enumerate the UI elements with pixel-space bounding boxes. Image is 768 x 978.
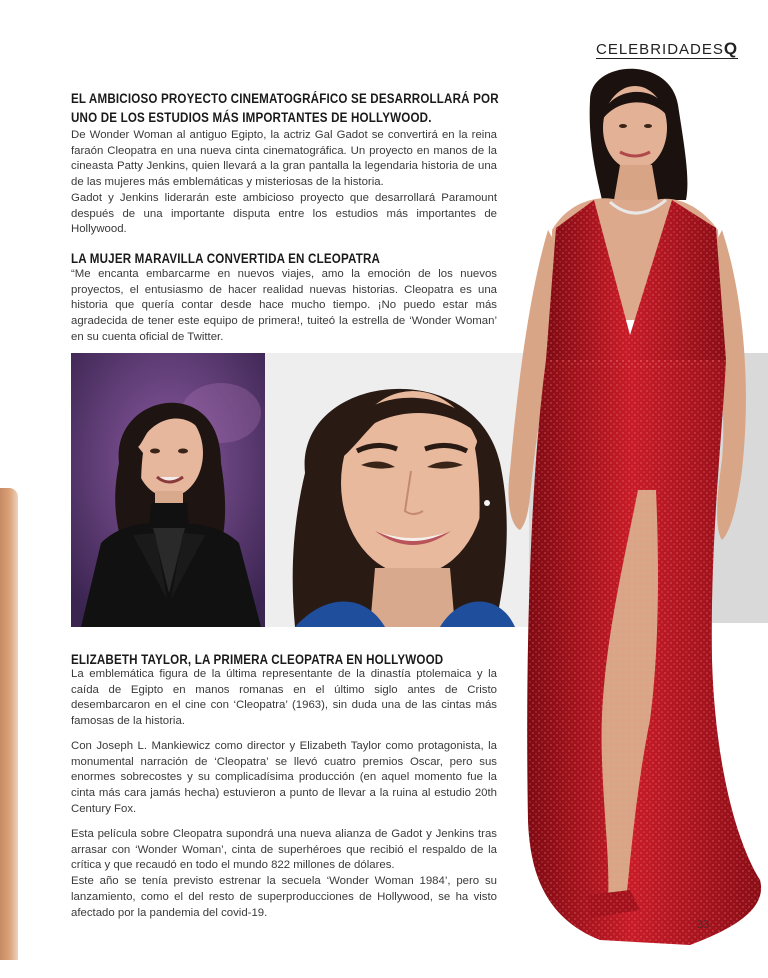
section-label	[596, 40, 738, 59]
photo-red-gown	[490, 60, 768, 975]
paragraph-2: Gadot y Jenkins liderarán este ambicioso proyecto que desarrollará Paramount después de una importante disputa entre los estudios más importantes de Hollywood.	[71, 191, 497, 236]
intro-section	[71, 89, 497, 127]
taylor-body	[71, 667, 497, 730]
subsection-heading-2	[71, 249, 497, 268]
magazine-logo: Q	[723, 39, 739, 58]
page-number: 33	[697, 917, 709, 931]
headline-1: EL AMBICIOSO PROYECTO CINEMATOGRÁFICO SE DESARROLLARÁ POR UNO DE LOS ESTUDIOS MÁS IMPORTANTES DE HOLLYWOOD.	[71, 91, 499, 125]
paragraph-4: La emblemática figura de la última representante de la dinastía ptolemaica y la caída de Egipto en manos romanas en el último siglo antes de Cristo desembarcaron en el cine con ‘Cleopatra’ (1963), sin duda una de las cintas más famosas de la historia.	[71, 668, 497, 728]
adjacent-page-edge	[0, 488, 18, 960]
paragraph-3: “Me encanta embarcarme en nuevos viajes, amo la emoción de los nuevos proyectos, el entusiasmo de hacer realidad nuevas historias. Cleopatra es una historia que quería contar desde hace mucho tiempo. ¡No puedo estar más agradecida de tener este equipo de primera!, tuiteó la estrella de ‘Wonder Woman’ en su cuenta oficial de Twitter.	[71, 268, 497, 343]
paragraph-1: De Wonder Woman al antiguo Egipto, la actriz Gal Gadot se convertirá en la reina faraón Cleopatra en una nueva cinta cinematográfica. Un proyecto en manos de la cineasta Patty Jenkins, quien llevará a la gran pantalla la legendaria historia de una de las mujeres más emblemáticas y misteriosas de la historia.	[71, 129, 497, 189]
paragraph-7: Este año se tenía previsto estrenar la secuela ‘Wonder Woman 1984’, pero su lanzamiento, como el del resto de superproducciones de Hollywood, se ha visto afectado por la pandemia del covid-19.	[71, 875, 497, 919]
intro-body	[71, 128, 497, 238]
section-title: CELEBRIDADES	[596, 41, 724, 58]
photo-black-outfit	[71, 353, 265, 627]
mankiewicz-body	[71, 739, 497, 818]
quote-body	[71, 267, 497, 346]
paragraph-6: Esta película sobre Cleopatra supondrá una nueva alianza de Gadot y Jenkins tras arrasar con ‘Wonder Woman’, cinta de superhéroes que recibió el respaldo de la crítica y que recaudó en todo el mundo 822 millones de dólares.	[71, 828, 497, 872]
headline-2: LA MUJER MARAVILLA CONVERTIDA EN CLEOPATRA	[71, 251, 381, 266]
paragraph-5: Con Joseph L. Mankiewicz como director y Elizabeth Taylor como protagonista, la monumental narración de ‘Cleopatra’ se llevó cuatro premios Oscar, pero sus enormes sobrecostes y su complicadísima producción (en aquel momento fue la cinta más cara jamás hecha) estuvieron a punto de llevar a la ruina al estudio 20th Century Fox.	[71, 740, 497, 815]
headline-3: ELIZABETH TAYLOR, LA PRIMERA CLEOPATRA EN HOLLYWOOD	[71, 652, 444, 667]
alliance-body	[71, 827, 497, 921]
